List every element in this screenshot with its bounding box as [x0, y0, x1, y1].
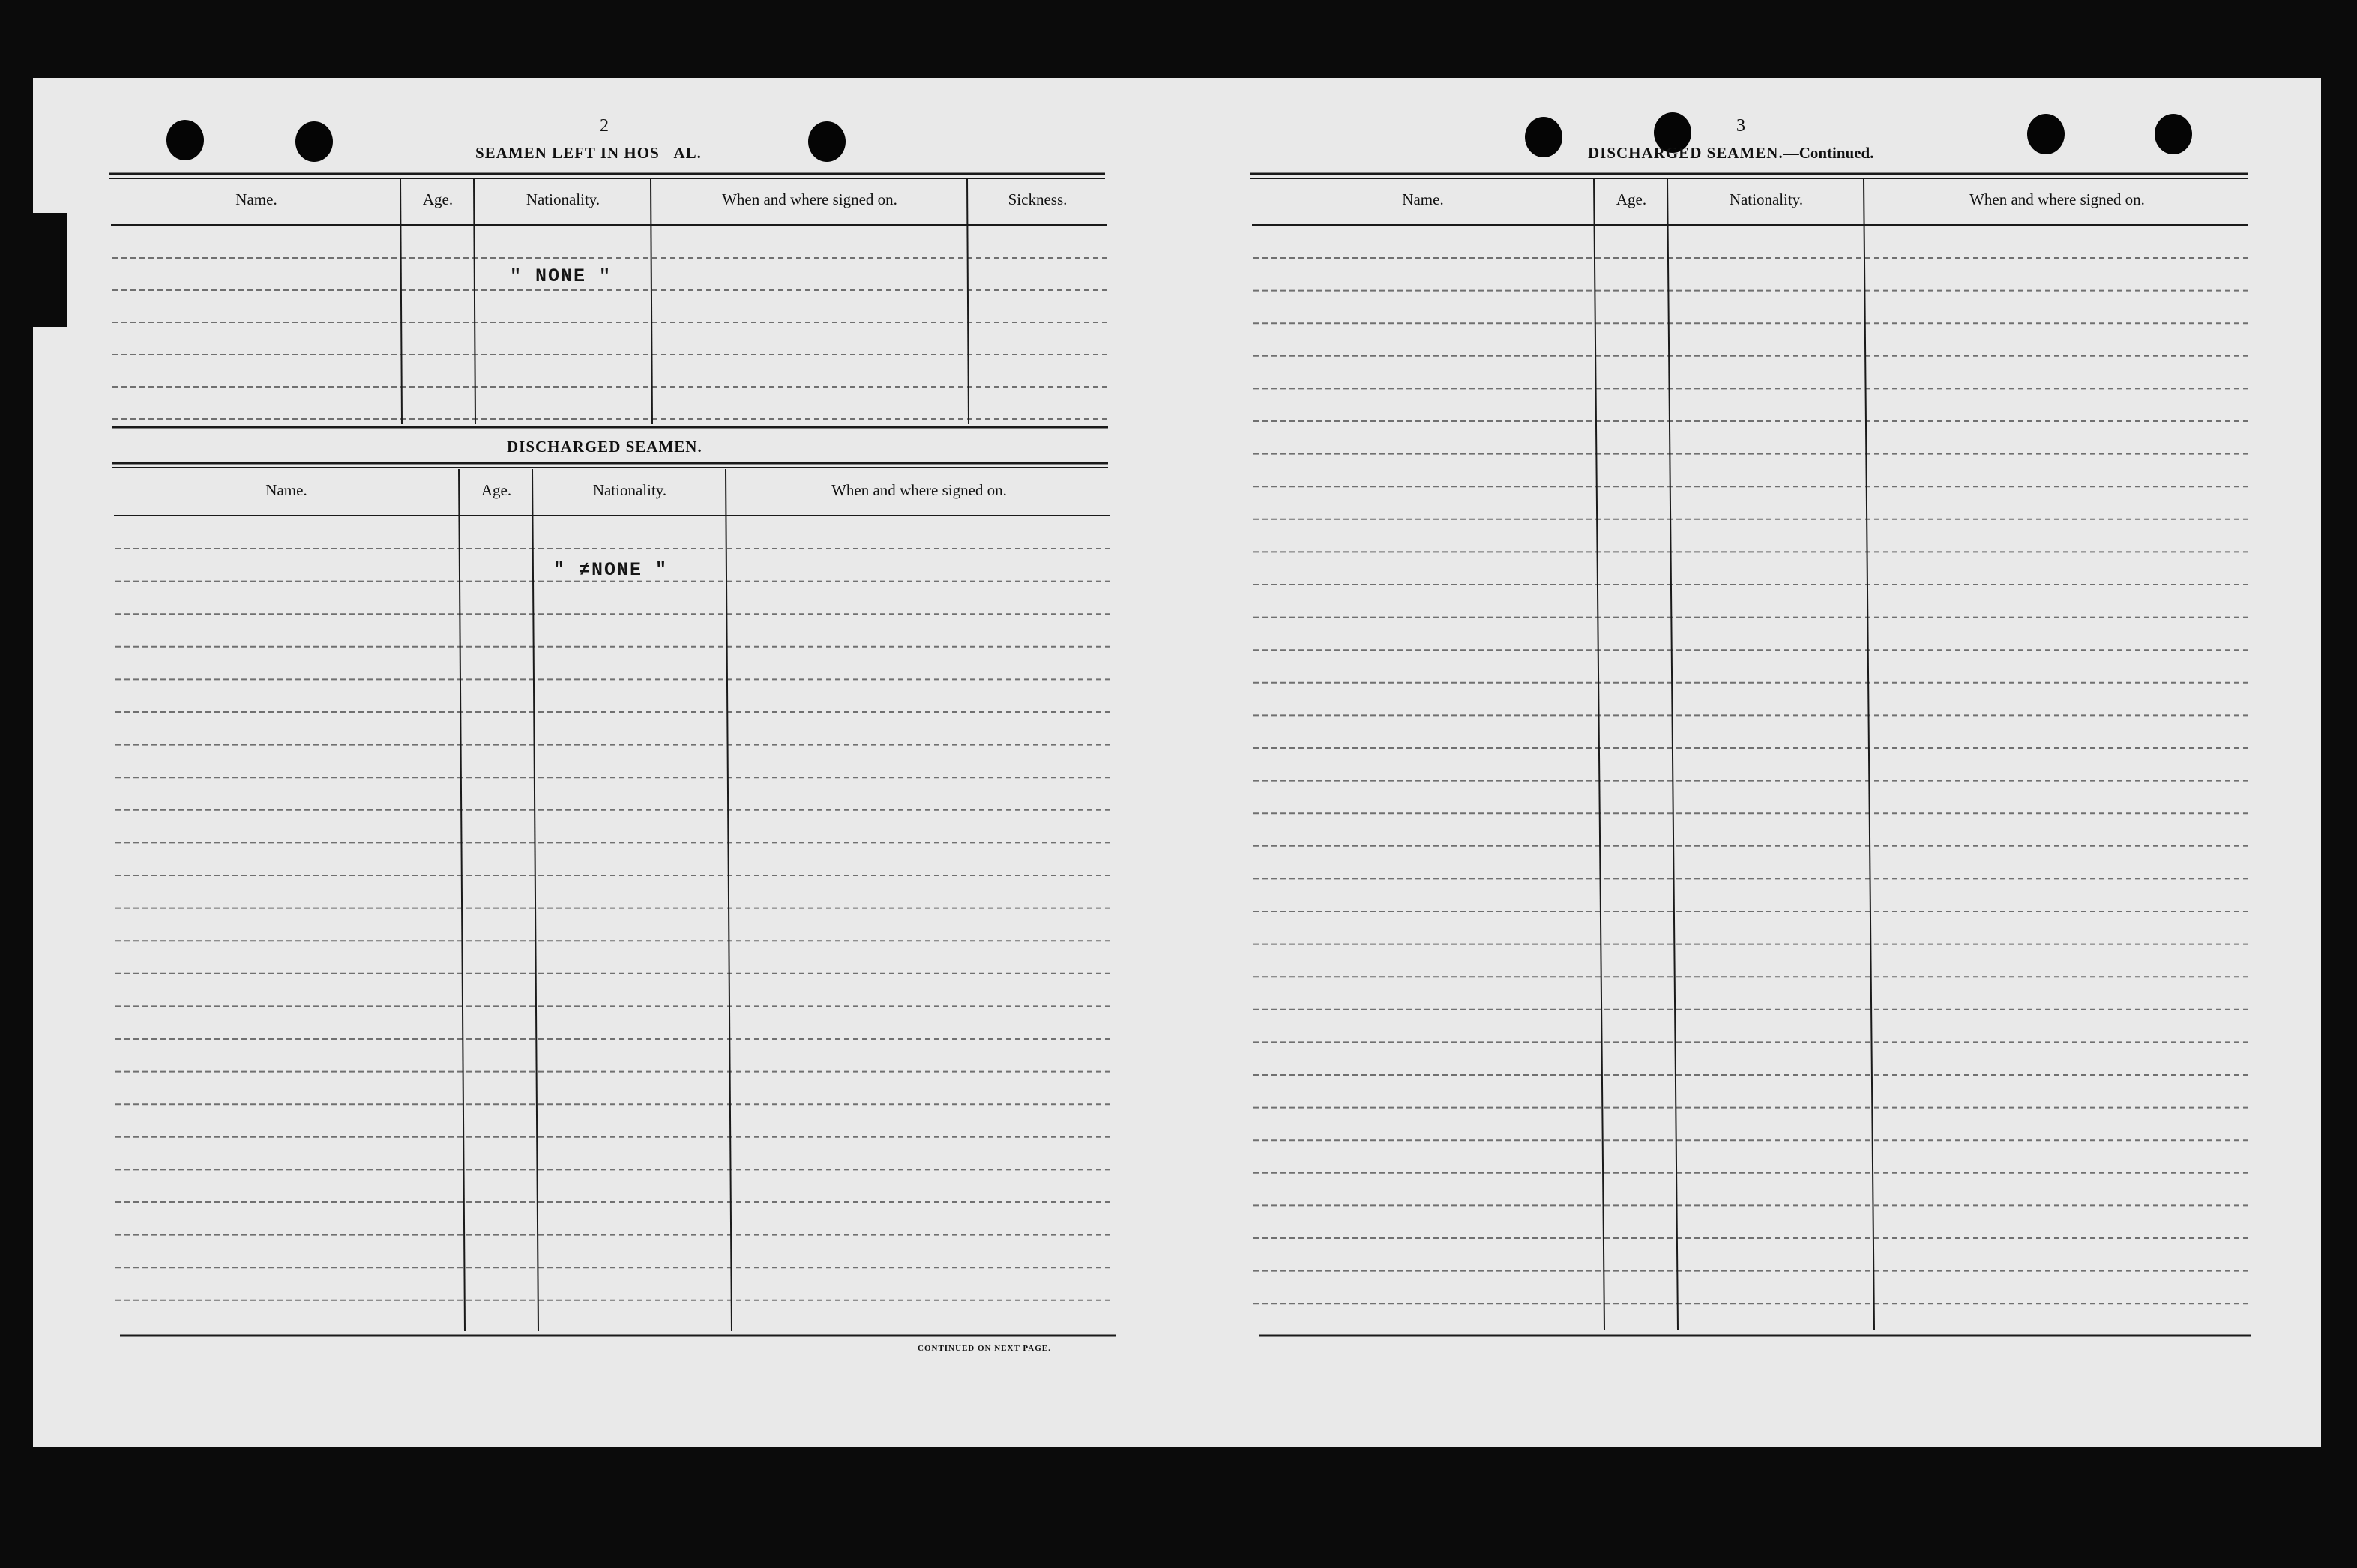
discharged-none-stamp: " ≠NONE " — [553, 559, 669, 581]
right-col-name: Name. — [1402, 190, 1444, 208]
right-page-number: 3 — [1736, 116, 1745, 136]
right-col-signed-on: When and where signed on. — [1969, 190, 2145, 208]
hospital-col-age: Age. — [422, 190, 454, 208]
discharged-col-age: Age. — [481, 481, 512, 499]
right-section-title — [1588, 145, 1873, 161]
punch-hole — [1525, 117, 1562, 157]
column-divider — [1864, 178, 1874, 1330]
punch-hole — [808, 121, 846, 162]
punch-hole — [166, 120, 204, 160]
column-divider — [1594, 178, 1604, 1330]
left-page-number: 2 — [600, 116, 609, 136]
hospital-none-stamp: " NONE " — [510, 265, 612, 287]
punch-hole — [2027, 114, 2065, 154]
hospital-col-nationality: Nationality. — [526, 190, 600, 208]
column-divider — [651, 178, 652, 424]
column-divider — [1667, 178, 1678, 1330]
right-title-continued: —Continued. — [1783, 144, 1874, 162]
discharged-col-nationality: Nationality. — [592, 481, 667, 499]
discharged-section-title: DISCHARGED SEAMEN. — [507, 438, 702, 456]
right-col-nationality: Nationality. — [1729, 190, 1804, 208]
right-col-age: Age. — [1616, 190, 1647, 208]
right-title-main: DISCHARGED SEAMEN. — [1588, 144, 1783, 162]
continued-footer: CONTINUED ON NEXT PAGE. — [918, 1344, 1051, 1353]
discharged-col-name: Name. — [265, 481, 307, 499]
punch-hole — [295, 121, 333, 162]
discharged-col-signed-on: When and where signed on. — [831, 481, 1007, 499]
hospital-col-name: Name. — [235, 190, 277, 208]
hospital-col-signed-on: When and where signed on. — [722, 190, 897, 208]
hospital-col-sickness: Sickness. — [1008, 190, 1068, 208]
hospital-section-title: SEAMEN LEFT IN HOS AL. — [475, 144, 702, 162]
punch-hole — [2155, 114, 2192, 154]
